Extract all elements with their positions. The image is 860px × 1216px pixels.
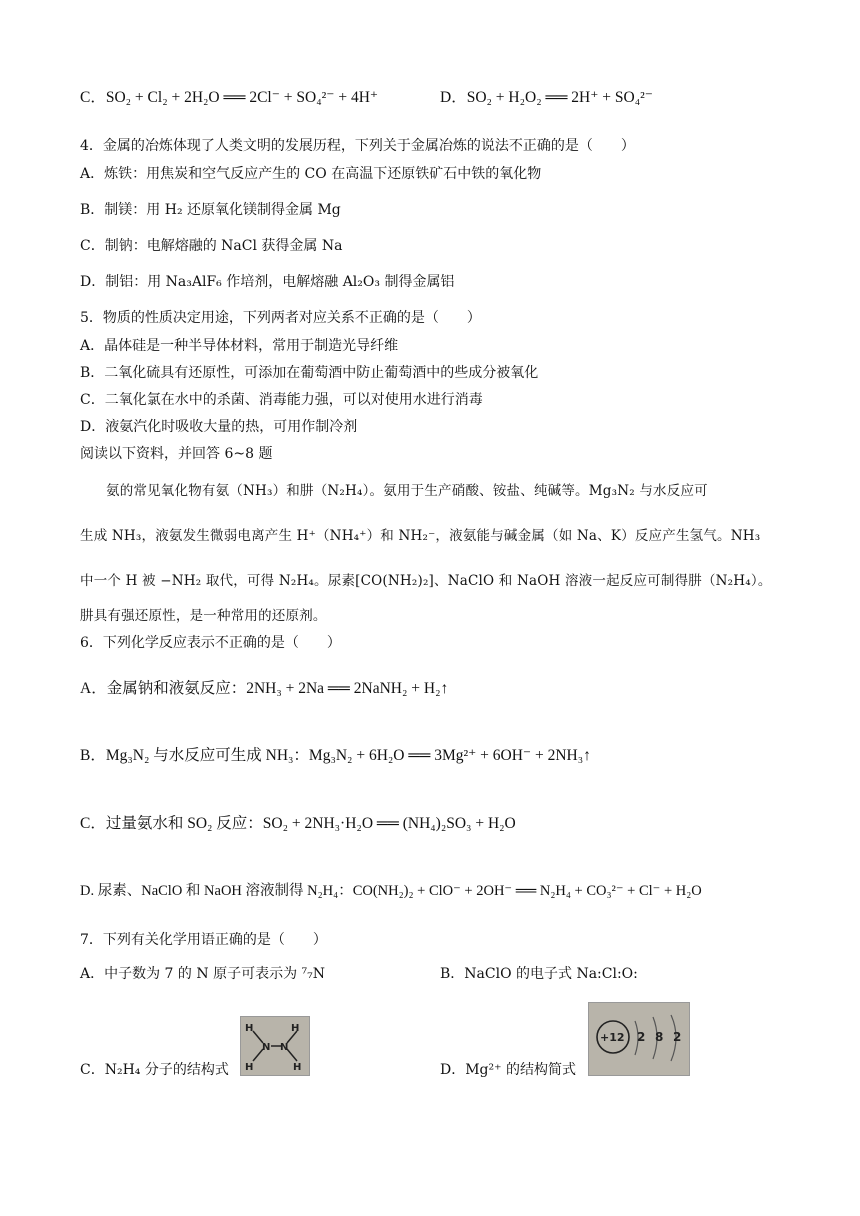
q4-option-d: D．制铝：用 Na₃AlF₆ 作培剂，电解熔融 Al₂O₃ 制得金属铝 xyxy=(80,274,455,290)
q6-stem: 6．下列化学反应表示不正确的是（ ） xyxy=(80,635,341,651)
svg-text:8: 8 xyxy=(655,1030,664,1044)
q4-option-b: B．制镁：用 H₂ 还原氧化镁制得金属 Mg xyxy=(80,202,341,218)
n2h4-structure-image xyxy=(240,1016,310,1076)
svg-text:2: 2 xyxy=(637,1030,646,1044)
mg2-structure-image xyxy=(588,1002,690,1076)
svg-text:+12: +12 xyxy=(600,1031,625,1044)
q5-option-d: D．液氨汽化时吸收大量的热，可用作制冷剂 xyxy=(80,419,358,435)
q4-option-a: A．炼铁：用焦炭和空气反应产生的 CO 在高温下还原铁矿石中铁的氧化物 xyxy=(80,166,542,182)
q6-option-c: C．过量氨水和 SO₂ 反应：SO₂ + 2NH₃·H₂O ══ (NH₄)₂SO₃ + H₂O xyxy=(80,815,516,832)
reading-paragraph-line-2: 生成 NH₃，液氨发生微弱电离产生 H⁺（NH₄⁺）和 NH₂⁻，液氨能与碱金属（如 Na、K）反应产生氢气。NH₃ xyxy=(80,528,761,544)
svg-text:H: H xyxy=(245,1023,254,1034)
q6-option-a: A．金属钠和液氨反应：2NH₃ + 2Na ══ 2NaNH₂ + H₂↑ xyxy=(80,680,449,697)
svg-text:H: H xyxy=(291,1023,300,1034)
svg-text:H: H xyxy=(245,1062,254,1073)
svg-text:N: N xyxy=(262,1042,271,1053)
mg2-structure-drawing xyxy=(589,1003,689,1075)
q5-option-b: B．二氧化硫具有还原性，可添加在葡萄酒中防止葡萄酒中的些成分被氧化 xyxy=(80,365,539,381)
q7-option-c: C．N₂H₄ 分子的结构式 xyxy=(80,1062,229,1078)
q5-option-c: C．二氧化氯在水中的杀菌、消毒能力强，可以对使用水进行消毒 xyxy=(80,392,483,408)
q5-stem: 5．物质的性质决定用途，下列两者对应关系不正确的是（ ） xyxy=(80,310,481,326)
reading-paragraph-line-1: 氨的常见氧化物有氨（NH₃）和肼（N₂H₄）。氨用于生产硝酸、铵盐、纯碱等。Mg₃N₂ 与水反应可 xyxy=(106,483,708,499)
reading-intro: 阅读以下资料，并回答 6~8 题 xyxy=(80,446,273,462)
q7-option-b: B．NaClO 的电子式 Na:Cl:O: xyxy=(440,966,638,982)
q3-option-d: D．SO₂ + H₂O₂ ══ 2H⁺ + SO₄²⁻ xyxy=(440,89,653,106)
n2h4-structure-drawing xyxy=(241,1017,309,1075)
q4-option-c: C．制钠：电解熔融的 NaCl 获得金属 Na xyxy=(80,238,343,254)
q6-option-d: D. 尿素、NaClO 和 NaOH 溶液制得 N₂H₄：CO(NH₂)₂ + ClO⁻ + 2OH⁻ ══ N₂H₄ + CO₃²⁻ + Cl⁻ + H₂O xyxy=(80,883,702,899)
q7-stem: 7．下列有关化学用语正确的是（ ） xyxy=(80,932,327,948)
svg-text:H: H xyxy=(293,1062,302,1073)
q4-stem: 4．金属的冶炼体现了人类文明的发展历程，下列关于金属冶炼的说法不正确的是（ ） xyxy=(80,138,635,154)
q7-option-d: D．Mg²⁺ 的结构简式 xyxy=(440,1062,576,1078)
reading-paragraph-line-3: 中一个 H 被 −NH₂ 取代，可得 N₂H₄。尿素[CO(NH₂)₂]、NaClO 和 NaOH 溶液一起反应可制得肼（N₂H₄）。 xyxy=(80,573,772,589)
q6-option-b: B．Mg₃N₂ 与水反应可生成 NH₃：Mg₃N₂ + 6H₂O ══ 3Mg²⁺ + 6OH⁻ + 2NH₃↑ xyxy=(80,747,591,764)
q5-option-a: A．晶体硅是一种半导体材料，常用于制造光导纤维 xyxy=(80,338,399,354)
svg-text:N: N xyxy=(280,1042,289,1053)
q3-option-c: C．SO₂ + Cl₂ + 2H₂O ══ 2Cl⁻ + SO₄²⁻ + 4H⁺ xyxy=(80,89,379,106)
q7-option-a: A．中子数为 7 的 N 原子可表示为 ⁷₇N xyxy=(80,966,325,982)
svg-text:2: 2 xyxy=(673,1030,682,1044)
reading-paragraph-line-4: 肼具有强还原性，是一种常用的还原剂。 xyxy=(80,608,327,624)
